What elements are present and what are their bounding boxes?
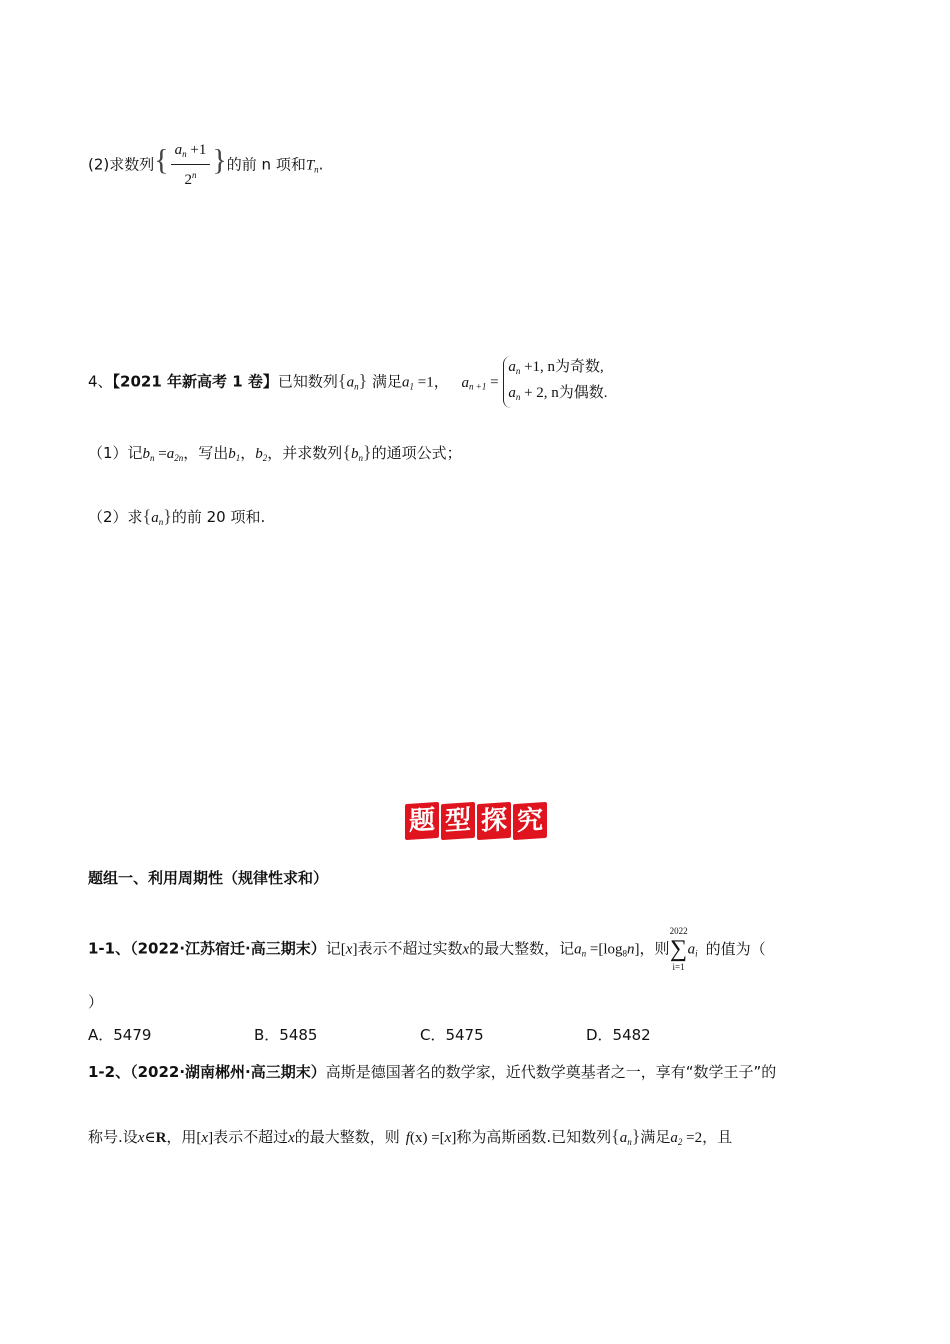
q1-1-stem: 1-1、（2022·江苏宿迁·高三期末）记[x]表示不超过实数x的最大整数，记$a_n =[\log_8n]$，则 2022 ∑ i=1 $a_i$ 的值为（ (88, 926, 766, 972)
right-brace: } (212, 143, 227, 177)
option-b[interactable]: B．5485 (254, 1026, 318, 1044)
section-banner (405, 803, 547, 839)
banner-char-3: 探 (477, 802, 511, 840)
banner-char-1: 题 (405, 802, 439, 840)
q1-2-stem-line1: 1-2、（2022·湖南郴州·高三期末）高斯是德国著名的数学家，近代数学奠基者之一，享有“数学王子”的 (88, 1063, 777, 1081)
q4-stem: 4、【2021 年新高考 1 卷】已知数列$\{a_n\}$ 满足$a_1 =1$， $a_{n +1}$ = $a_n +1$, n为奇数, $a_n + 2$, n为偶数. (88, 356, 608, 408)
group-title: 题组一、利用周期性（规律性求和） (88, 869, 329, 887)
piecewise-cases: $a_n +1$, n为奇数, $a_n + 2$, n为偶数. (503, 356, 607, 408)
summation: 2022 ∑ i=1 (669, 926, 688, 972)
banner-char-2: 型 (441, 802, 475, 840)
q1-2-stem-line2: 称号.设x∈R，用[x]表示不超过x的最大整数，则 f(x) =[x]称为高斯函数.已知数列$\{a_n\}$满足$a_2 =2$，且 (88, 1126, 733, 1147)
q1-2-source: （2022·湖南郴州·高三期末） (130, 1063, 326, 1081)
option-a[interactable]: A．5479 (88, 1026, 152, 1044)
fraction: $\frac{a_n +1}{2^n}$ (171, 140, 211, 190)
q1-1-options (88, 1023, 752, 1047)
left-brace: { (154, 143, 169, 177)
q1-1-source: （2022·江苏宿迁·高三期末） (130, 939, 326, 958)
q1-1-close: ） (88, 993, 104, 1011)
q3-part2: (2)求数列{ $\frac{a_n +1}{2^n}$ }的前 n 项和$T_n$. (88, 142, 324, 188)
q4-source: 【2021 年新高考 1 卷】 (112, 372, 278, 391)
q3-part2-suffix: 的前 n 项和 (226, 155, 306, 174)
option-d[interactable]: D．5482 (586, 1026, 651, 1044)
q4-part2: （2）求$\{a_n\}$的前 20 项和. (88, 506, 266, 527)
q4-part1: （1）记$b_n =a_{2n}$，写出$b_1$，$b_2$，并求数列$\{b_n\}$的通项公式； (88, 442, 462, 463)
option-c[interactable]: C．5475 (420, 1026, 484, 1044)
banner-char-4: 究 (513, 802, 547, 840)
q3-part2-prefix: (2)求数列 (88, 155, 155, 174)
